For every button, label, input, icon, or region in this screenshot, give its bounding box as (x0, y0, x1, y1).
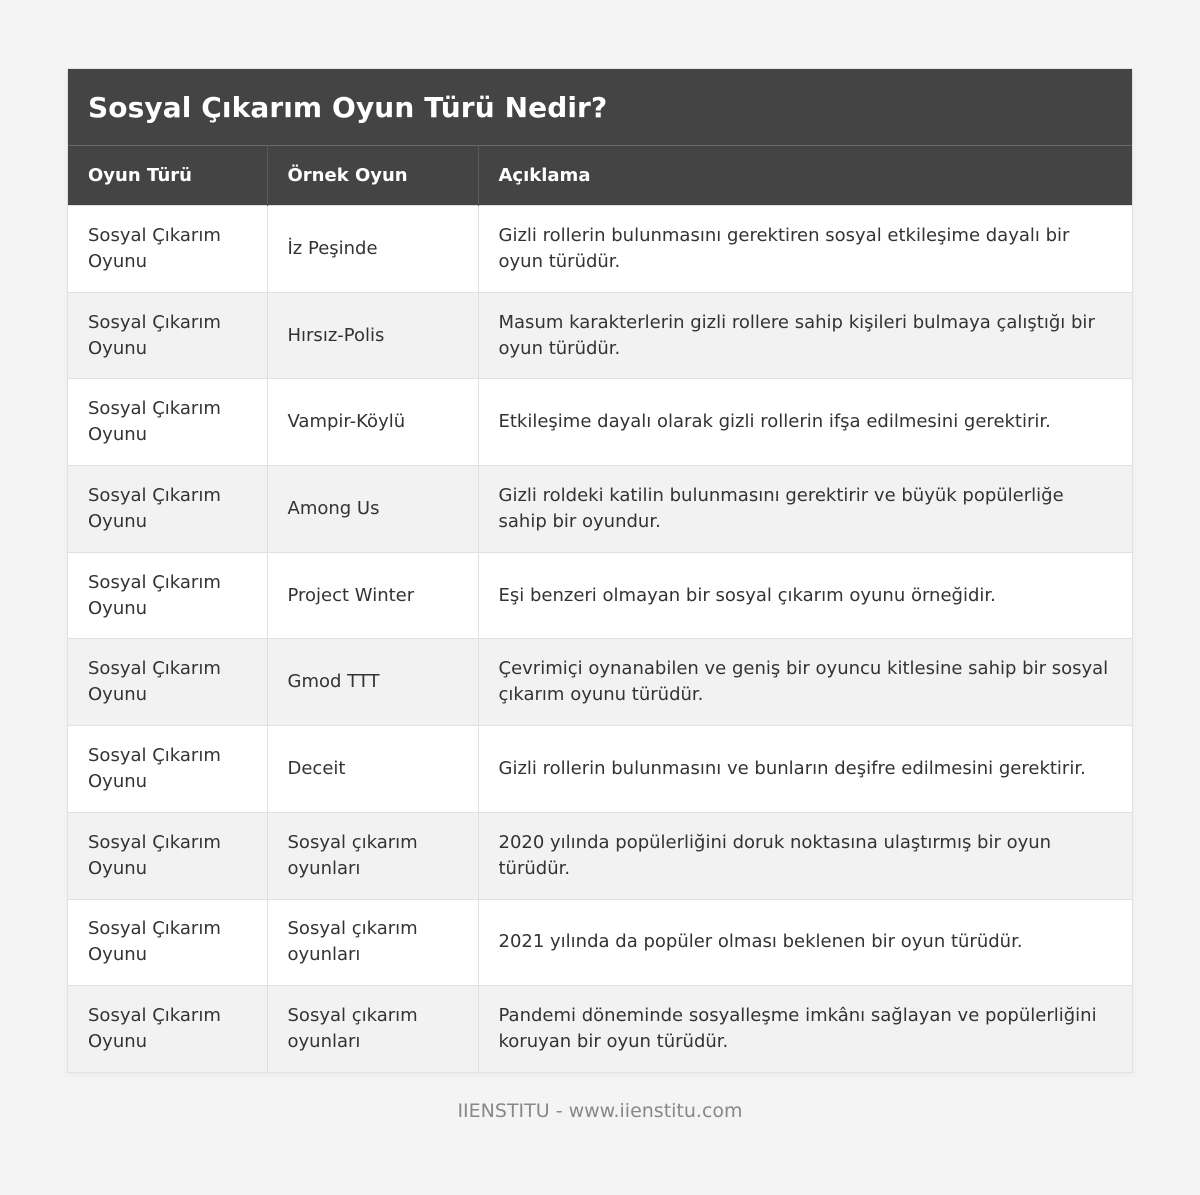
cell-type: Sosyal Çıkarım Oyunu (68, 812, 267, 899)
column-header-type: Oyun Türü (68, 146, 267, 206)
cell-example: Deceit (267, 726, 478, 813)
data-table (68, 145, 1132, 1072)
column-header-example: Örnek Oyun (267, 146, 478, 206)
cell-example: Hırsız-Polis (267, 292, 478, 379)
cell-description: 2020 yılında popülerliğini doruk noktasına ulaştırmış bir oyun türüdür. (478, 812, 1132, 899)
table-row (68, 899, 1132, 986)
cell-description: Gizli rollerin bulunmasını ve bunların deşifre edilmesini gerektirir. (478, 726, 1132, 813)
cell-description: Eşi benzeri olmayan bir sosyal çıkarım oyunu örneğidir. (478, 552, 1132, 639)
cell-description: Gizli roldeki katilin bulunmasını gerektirir ve büyük popülerliğe sahip bir oyundur. (478, 466, 1132, 553)
table-title: Sosyal Çıkarım Oyun Türü Nedir? (68, 69, 1132, 145)
footer-credit: IIENSTITU - www.iienstitu.com (457, 1100, 743, 1122)
cell-description: Masum karakterlerin gizli rollere sahip kişileri bulmaya çalıştığı bir oyun türüdür. (478, 292, 1132, 379)
cell-example: Sosyal çıkarım oyunları (267, 812, 478, 899)
cell-type: Sosyal Çıkarım Oyunu (68, 986, 267, 1073)
cell-example: Project Winter (267, 552, 478, 639)
cell-example: Gmod TTT (267, 639, 478, 726)
cell-example: Among Us (267, 466, 478, 553)
cell-type: Sosyal Çıkarım Oyunu (68, 292, 267, 379)
table-row (68, 639, 1132, 726)
table-row (68, 379, 1132, 466)
table-row (68, 552, 1132, 639)
table-row (68, 466, 1132, 553)
cell-example: İz Peşinde (267, 206, 478, 293)
table-row (68, 986, 1132, 1073)
cell-example: Sosyal çıkarım oyunları (267, 899, 478, 986)
table-row (68, 726, 1132, 813)
cell-type: Sosyal Çıkarım Oyunu (68, 206, 267, 293)
cell-type: Sosyal Çıkarım Oyunu (68, 639, 267, 726)
table-card (68, 69, 1132, 1072)
cell-example: Vampir-Köylü (267, 379, 478, 466)
column-header-description: Açıklama (478, 146, 1132, 206)
cell-type: Sosyal Çıkarım Oyunu (68, 899, 267, 986)
cell-type: Sosyal Çıkarım Oyunu (68, 726, 267, 813)
cell-description: Çevrimiçi oynanabilen ve geniş bir oyuncu kitlesine sahip bir sosyal çıkarım oyunu türüdür. (478, 639, 1132, 726)
header-row (68, 146, 1132, 206)
cell-type: Sosyal Çıkarım Oyunu (68, 552, 267, 639)
cell-example: Sosyal çıkarım oyunları (267, 986, 478, 1073)
table-row (68, 812, 1132, 899)
cell-description: Pandemi döneminde sosyalleşme imkânı sağlayan ve popülerliğini koruyan bir oyun türüdür. (478, 986, 1132, 1073)
cell-type: Sosyal Çıkarım Oyunu (68, 379, 267, 466)
cell-description: Gizli rollerin bulunmasını gerektiren sosyal etkileşime dayalı bir oyun türüdür. (478, 206, 1132, 293)
cell-description: Etkileşime dayalı olarak gizli rollerin ifşa edilmesini gerektirir. (478, 379, 1132, 466)
table-row (68, 292, 1132, 379)
table-row (68, 206, 1132, 293)
cell-type: Sosyal Çıkarım Oyunu (68, 466, 267, 553)
cell-description: 2021 yılında da popüler olması beklenen bir oyun türüdür. (478, 899, 1132, 986)
